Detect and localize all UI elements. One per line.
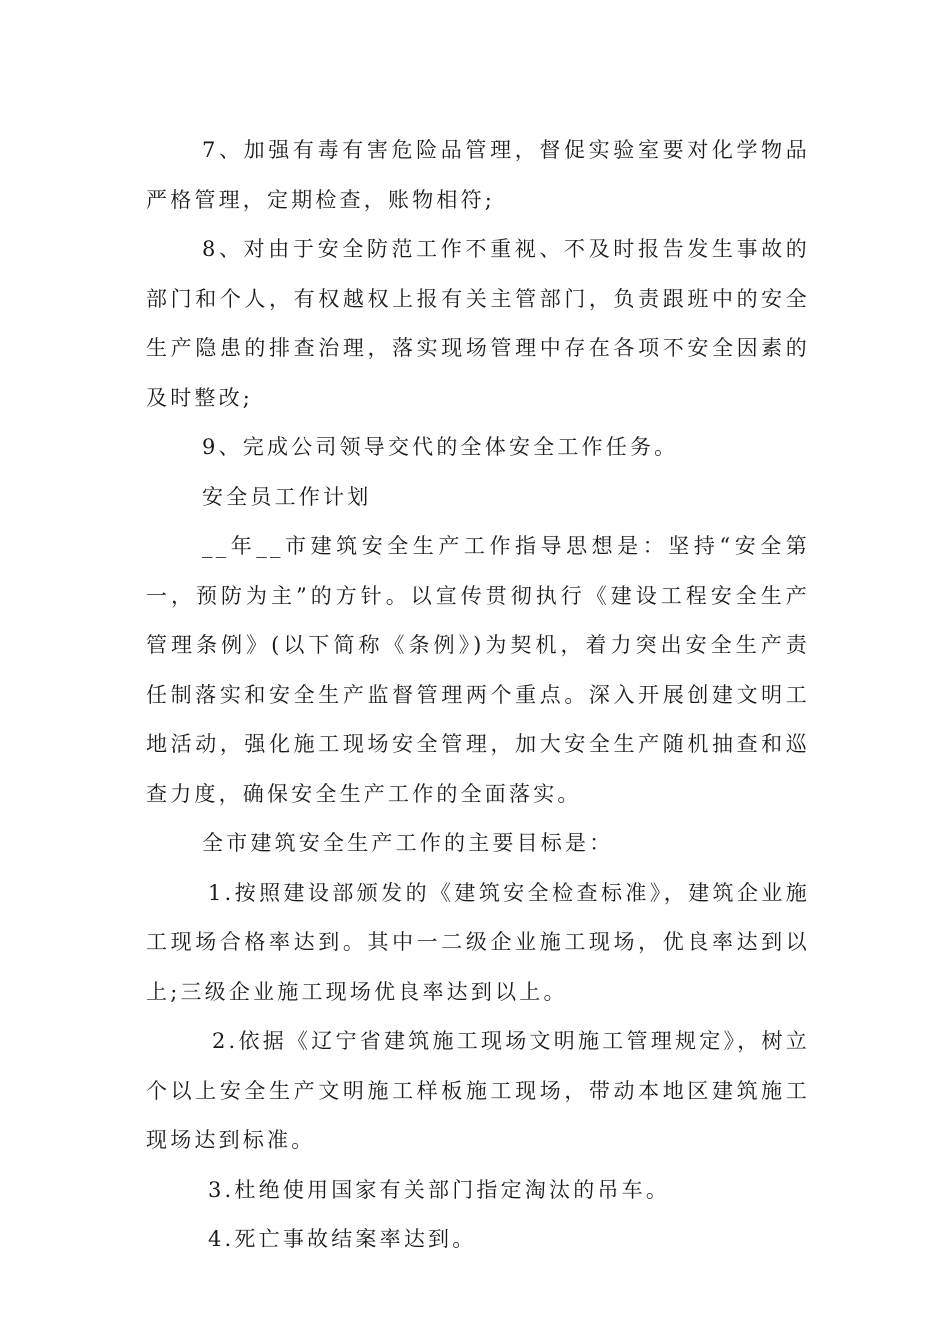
document-body [146, 126, 810, 1265]
paragraph-goal-4: 4.死亡事故结案率达到。 [208, 1227, 477, 1251]
paragraph-guiding-thought: __年__市建筑安全生产工作指导思想是：坚持“安全第一，预防为主”的方针。以宣传贯彻执行《建设工程安全生产管理条例》(以下简称《条例》)为契机，着力突出安全生产责任制落实和安全生产监督管理两个重点。深入开展创建文明工地活动，强化施工现场安全管理，加大安全生产随机抽查和巡查力度，确保安全生产工作的全面落实。 [146, 534, 810, 806]
paragraph-goal-1: 1.按照建设部颁发的《建筑安全检查标准》，建筑企业施工现场合格率达到。其中一二级企业施工现场，优良率达到以上;三级企业施工现场优良率达到以上。 [146, 880, 810, 1004]
paragraph-item-7: 7、加强有毒有害危险品管理，督促实验室要对化学物品严格管理，定期检查，账物相符; [146, 138, 810, 212]
paragraph-item-9: 9、完成公司领导交代的全体安全工作任务。 [202, 435, 679, 459]
section-heading: 安全员工作计划 [202, 484, 372, 509]
paragraph-goal-3: 3.杜绝使用国家有关部门指定淘汰的吊车。 [208, 1177, 671, 1202]
paragraph-item-8: 8、对由于安全防范工作不重视、不及时报告发生事故的部门和个人，有权越权上报有关主管部门，负责跟班中的安全生产隐患的排查治理，落实现场管理中存在各项不安全因素的及时整改; [146, 237, 810, 410]
paragraph-goal-2: 2.依据《辽宁省建筑施工现场文明施工管理规定》，树立个以上安全生产文明施工样板施工现场，带动本地区建筑施工现场达到标准。 [146, 1029, 810, 1152]
paragraph-main-goals-intro: 全市建筑安全生产工作的主要目标是： [202, 831, 614, 855]
